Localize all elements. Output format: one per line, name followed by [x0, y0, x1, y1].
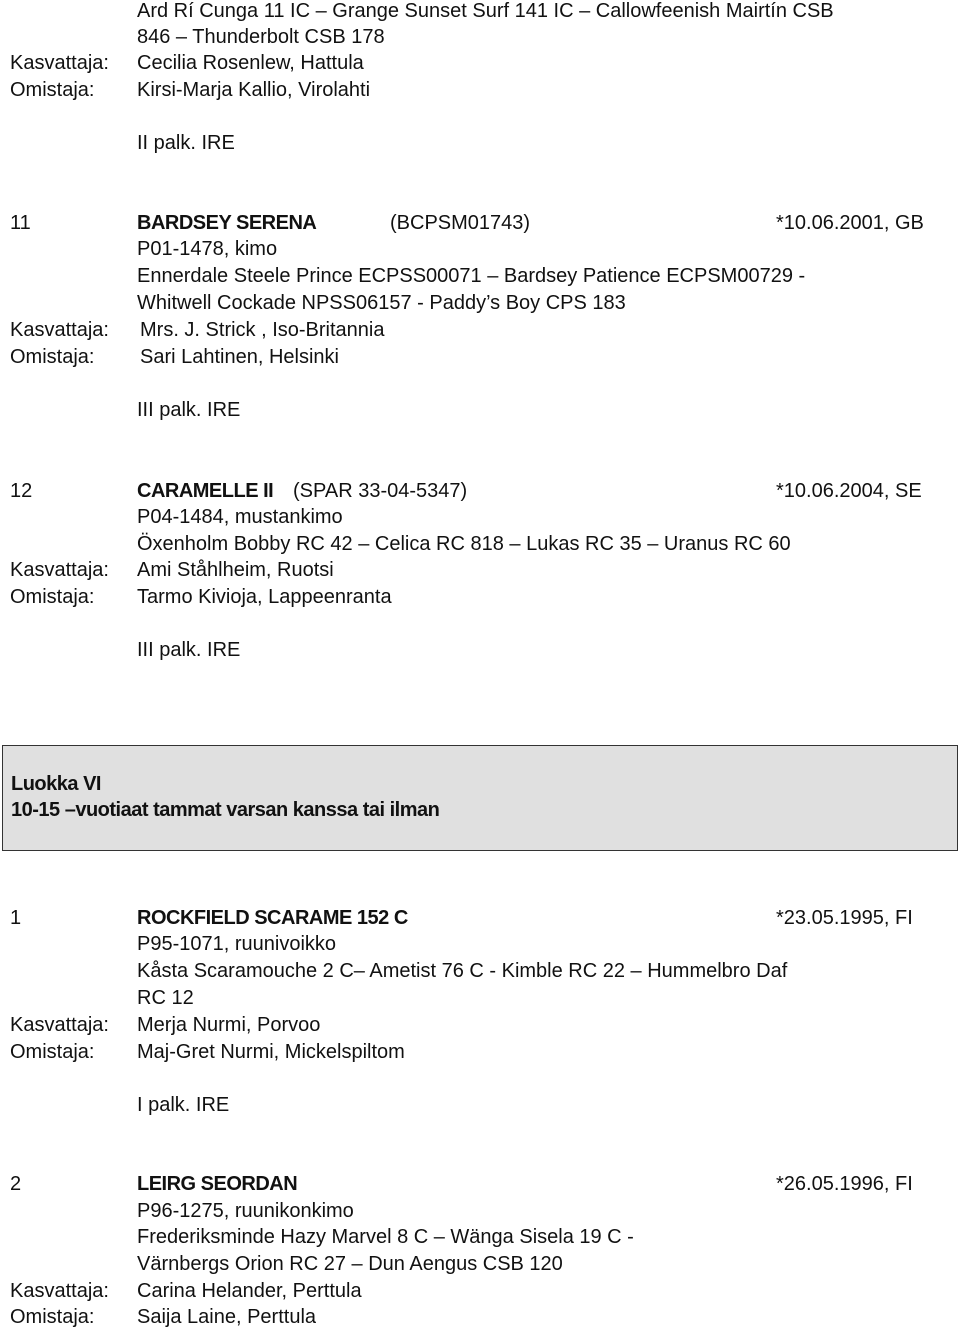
award: III palk. IRE [137, 639, 241, 661]
breeder-value: Mrs. J. Strick , Iso-Britannia [140, 319, 385, 341]
pedigree-line: Ennerdale Steele Prince ECPSS00071 – Bardsey Patience ECPSM00729 - [137, 265, 806, 287]
horse-details: P01-1478, kimo [137, 238, 278, 260]
pedigree-line: RC 12 [137, 987, 194, 1009]
pedigree-line: Whitwell Cockade NPSS06157 - Paddy’s Boy CPS 183 [137, 292, 626, 314]
breeder-label: Kasvattaja: [10, 1014, 109, 1036]
breeder-value: Merja Nurmi, Porvoo [137, 1014, 321, 1036]
horse-details: P04-1484, mustankimo [137, 506, 343, 528]
pedigree-line: 846 – Thunderbolt CSB 178 [137, 26, 385, 48]
award: III palk. IRE [137, 399, 241, 421]
birth-date: *10.06.2004, SE [776, 480, 922, 502]
owner-label: Omistaja: [10, 1306, 95, 1328]
pedigree-line: Frederiksminde Hazy Marvel 8 C – Wänga Sisela 19 C - [137, 1226, 634, 1248]
owner-value: Maj-Gret Nurmi, Mickelspiltom [137, 1041, 405, 1063]
owner-value: Saija Laine, Perttula [137, 1306, 317, 1328]
birth-date: *23.05.1995, FI [776, 907, 913, 929]
owner-label: Omistaja: [10, 346, 95, 368]
breeder-value: Carina Helander, Perttula [137, 1280, 362, 1302]
breeder-value: Cecilia Rosenlew, Hattula [137, 52, 364, 74]
owner-label: Omistaja: [10, 586, 95, 608]
horse-details: P96-1275, ruunikonkimo [137, 1200, 354, 1222]
breeder-label: Kasvattaja: [10, 52, 109, 74]
owner-label: Omistaja: [10, 1041, 95, 1063]
horse-name: CARAMELLE II [137, 480, 274, 502]
entry-number: 2 [10, 1173, 22, 1195]
registration-number: (SPAR 33-04-5347) [293, 480, 468, 502]
breeder-label: Kasvattaja: [10, 319, 109, 341]
birth-date: *10.06.2001, GB [776, 212, 924, 234]
owner-label: Omistaja: [10, 79, 95, 101]
horse-details: P95-1071, ruunivoikko [137, 933, 337, 955]
class-subtitle: 10-15 –vuotiaat tammat varsan kanssa tai ilman [11, 799, 440, 821]
horse-name: ROCKFIELD SCARAME 152 C [137, 907, 408, 929]
owner-value: Tarmo Kivioja, Lappeenranta [137, 586, 392, 608]
registration-number: (BCPSM01743) [390, 212, 531, 234]
entry-number: 11 [10, 212, 31, 234]
horse-name: BARDSEY SERENA [137, 212, 317, 234]
breeder-label: Kasvattaja: [10, 559, 109, 581]
breeder-value: Ami Ståhlheim, Ruotsi [137, 559, 334, 581]
pedigree-line: Kåsta Scaramouche 2 C– Ametist 76 C - Kimble RC 22 – Hummelbro Daf [137, 960, 788, 982]
owner-value: Sari Lahtinen, Helsinki [140, 346, 339, 368]
pedigree-line: Värnbergs Orion RC 27 – Dun Aengus CSB 120 [137, 1253, 563, 1275]
class-title: Luokka VI [11, 773, 101, 795]
class-header [2, 745, 958, 851]
award: II palk. IRE [137, 132, 235, 154]
pedigree-line: Ard Rí Cunga 11 IC – Grange Sunset Surf 141 IC – Callowfeenish Mairtín CSB [137, 0, 834, 22]
entry-number: 12 [10, 480, 33, 502]
breeder-label: Kasvattaja: [10, 1280, 109, 1302]
pedigree-line: Öxenholm Bobby RC 42 – Celica RC 818 – Lukas RC 35 – Uranus RC 60 [137, 533, 791, 555]
horse-name: LEIRG SEORDAN [137, 1173, 298, 1195]
owner-value: Kirsi-Marja Kallio, Virolahti [137, 79, 371, 101]
entry-number: 1 [10, 907, 22, 929]
birth-date: *26.05.1996, FI [776, 1173, 913, 1195]
award: I palk. IRE [137, 1094, 230, 1116]
